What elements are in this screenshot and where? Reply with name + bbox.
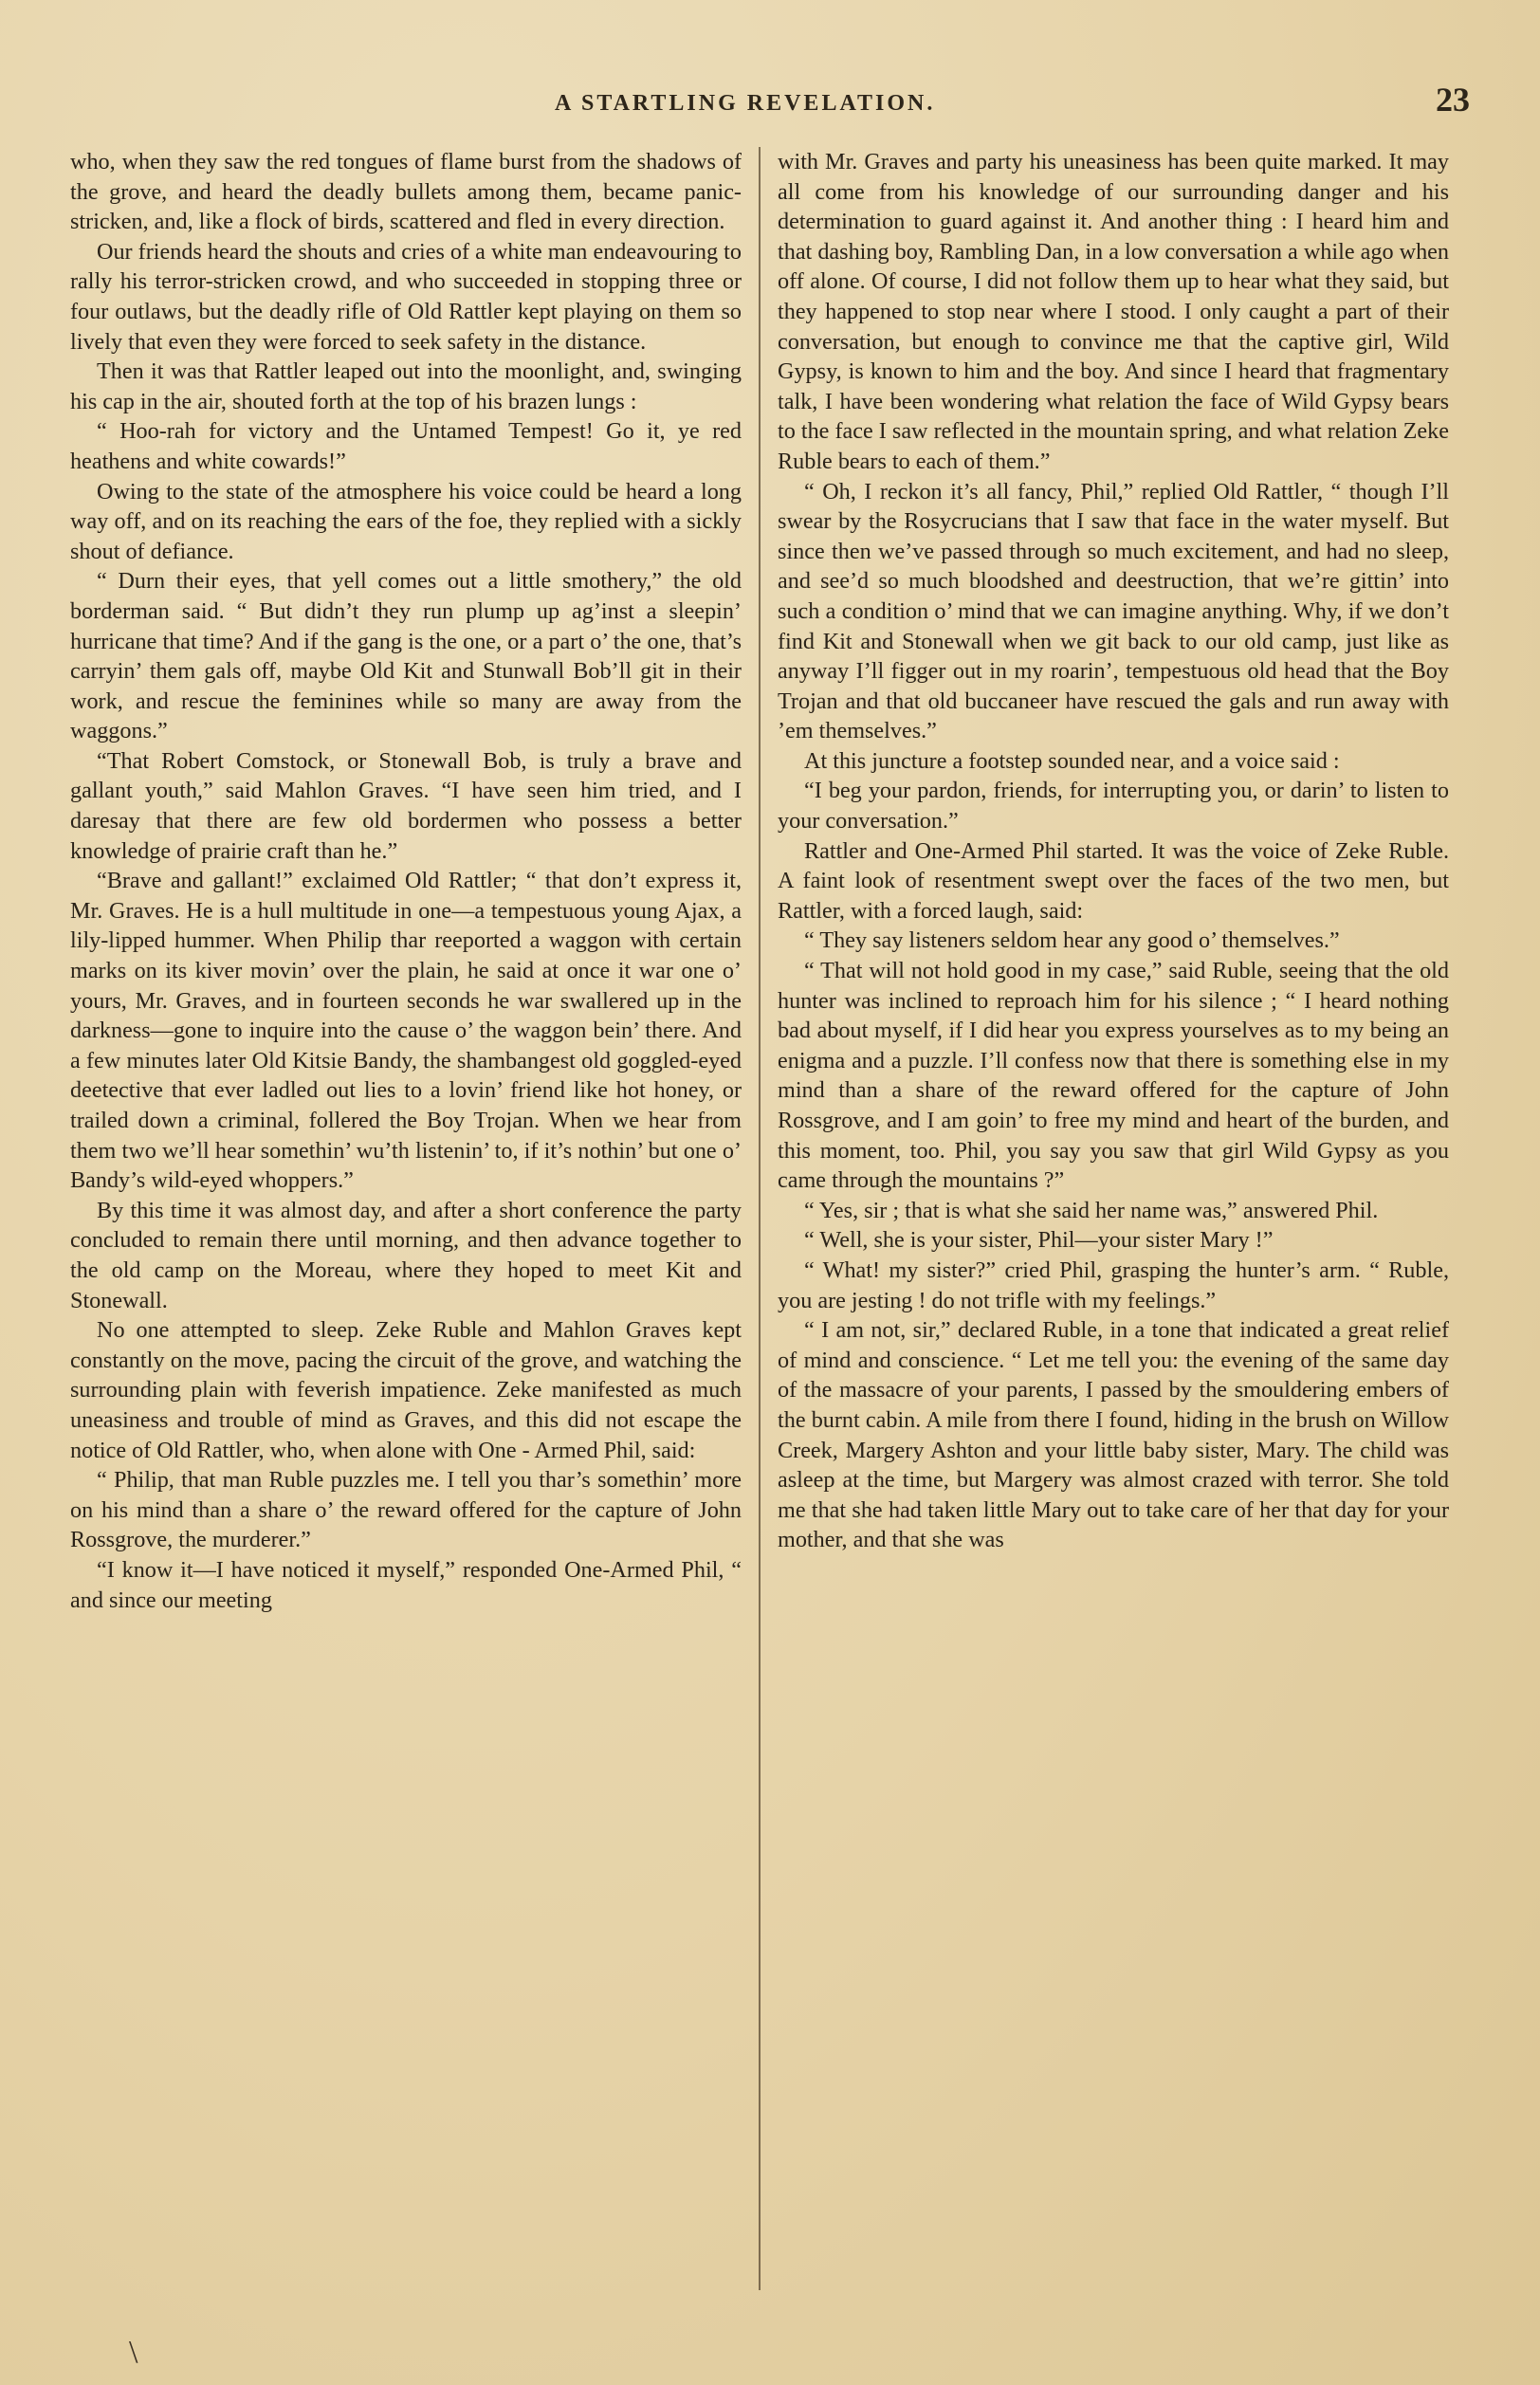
paragraph: No one attempted to sleep. Zeke Ruble and Mahlon Graves kept constantly on the move, pacing the circuit of the grove, and watching the surrounding plain with feverish impatience. Zeke manifested as much uneasiness and trouble of mind as Graves, and this did not escape the notice of Old Rattler, who, when alone with One - Armed Phil, said: [70,1317,742,1463]
page-header [66,76,1470,123]
paragraph: “ Durn their eyes, that yell comes out a little smothery,” the old borderman said. “ But didn’t they run plump up ag’inst a sleepin’ hurricane that time? And if the gang is the one, or a part o’ the one, that’s carryin’ them gals off, maybe Old Kit and Stunwall Bob’ll git in their work, and rescue the feminines while so many are away from the waggons.” [70,568,742,744]
paragraph: “ They say listeners seldom hear any good o’ themselves.” [804,927,1340,954]
paragraph: with Mr. Graves and party his uneasiness has been quite marked. It may all come from his knowledge of our surrounding danger and his determination to guard against it. And another thing : I heard him and that dashing boy, Rambling Dan, in a low conversation a while ago when off alone. Of course, I did not follow them up to hear what they said, but they happened to stop near where I stood. I only caught a part of their conversation, but enough to convince me that the captive girl, Wild Gypsy, is known to him and the boy. And since I heard that fragmentary talk, I have been wondering what relation the face of Wild Gypsy bears to the face I saw reflected in the mountain spring, and what relation Zeke Ruble bears to each of them.” [778,149,1449,474]
paragraph: “I know it—I have noticed it myself,” responded One-Armed Phil, “ and since our meeting [70,1556,742,1613]
paragraph: “ Hoo-rah for victory and the Untamed Tempest! Go it, ye red heathens and white cowards!” [70,418,742,474]
paragraph: By this time it was almost day, and after a short conference the party concluded to remain there until morning, and then advance together to the old camp on the Moreau, where they hoped to meet Kit and Stonewall. [70,1197,742,1313]
running-title: A STARTLING REVELATION. [555,91,936,116]
paragraph: Owing to the state of the atmosphere his voice could be heard a long way off, and on its reaching the ears of the foe, they replied with a sickly shout of defiance. [70,478,742,564]
paragraph: “ What! my sister?” cried Phil, grasping the hunter’s arm. “ Ruble, you are jesting ! do not trifle with my feelings.” [778,1257,1449,1313]
text-columns [70,147,1470,2290]
paragraph: “ Well, she is your sister, Phil—your sister Mary !” [804,1227,1274,1254]
column-rule [759,147,761,2290]
paragraph: who, when they saw the red tongues of flame burst from the shadows of the grove, and heard the deadly bullets among them, became panic-stricken, and, like a flock of birds, scattered and fled in every direction. [70,149,742,235]
paragraph: “Brave and gallant!” exclaimed Old Rattler; “ that don’t express it, Mr. Graves. He is a hull multitude in one—a tempestuous young Ajax, a lily-lipped hummer. When Philip thar reeported a waggon with certain marks on its kiver movin’ over the plain, he said at once it war one o’ yours, Mr. Graves, and in fourteen seconds he war swallered up in the darkness—gone to inquire into the cause o’ the waggon bein’ there. And a few minutes later Old Kitsie Bandy, the shambangest old goggled-eyed deetective that ever ladled out lies to a lovin’ friend like hot honey, or trailed down a criminal, follered the Boy Trojan. When we hear from them two we’ll hear somethin’ wu’th listenin’ to, if it’s nothin’ but one o’ Bandy’s wild-eyed whoppers.” [70,868,742,1194]
left-column [70,147,742,2290]
paragraph: “ Yes, sir ; that is what she said her name was,” answered Phil. [804,1197,1379,1223]
stray-mark: \ [129,2335,138,2370]
paragraph: Then it was that Rattler leaped out into the moonlight, and, swinging his cap in the air, shouted forth at the top of his brazen lungs : [70,358,742,414]
paragraph: “ Oh, I reckon it’s all fancy, Phil,” replied Old Rattler, “ though I’ll swear by the Rosycrucians that I saw that face in the water myself. But since then we’ve passed through so much excitement, and had no sleep, and see’d so much bloodshed and deestruction, that we’re gittin’ into such a condition o’ mind that we can imagine anything. Why, if we don’t find Kit and Stonewall when we git back to our old camp, just like as anyway I’ll figger out in my roarin’, tempestuous old head that the Boy Trojan and that old buccaneer have rescued the gals and run away with ’em themselves.” [778,478,1449,744]
paragraph: Our friends heard the shouts and cries of a white man endeavouring to rally his terror-stricken crowd, and who succeeded in stopping three or four outlaws, but the deadly rifle of Old Rattler kept playing on them so lively that even they were forced to seek safety in the distance. [70,238,742,355]
paragraph: “ That will not hold good in my case,” said Ruble, seeing that the old hunter was inclined to reproach him for his silence ; “ I heard nothing bad about myself, if I did hear you express yourselves as to my being an enigma and a puzzle. I’ll confess now that there is something else in my mind than a share of the reward offered for the capture of John Rossgrove, and I am goin’ to free my mind and heart of the burden, and this moment, too. Phil, you say you saw that girl Wild Gypsy as you came through the mountains ?” [778,958,1449,1194]
paragraph: At this juncture a footstep sounded near, and a voice said : [804,747,1340,774]
paragraph: “That Robert Comstock, or Stonewall Bob, is truly a brave and gallant youth,” said Mahlon Graves. “I have seen him tried, and I daresay that there are few old bordermen who possess a better knowledge of prairie craft than he.” [70,747,742,864]
paragraph: “ Philip, that man Ruble puzzles me. I tell you thar’s somethin’ more on his mind than a share o’ the reward offered for the capture of John Rossgrove, the murderer.” [70,1467,742,1553]
right-column [778,147,1449,2290]
page-number: 23 [1436,81,1470,119]
paragraph: “ I am not, sir,” declared Ruble, in a tone that indicated a great relief of mind and conscience. “ Let me tell you: the evening of the same day of the massacre of your parents, I passed by the smouldering embers of the burnt cabin. A mile from there I found, hiding in the brush on Willow Creek, Margery Ashton and your little baby sister, Mary. The child was asleep at the time, but Margery was almost crazed with terror. She told me that she had taken little Mary out to take care of her that day for your mother, and that she was [778,1317,1449,1553]
paragraph: Rattler and One-Armed Phil started. It was the voice of Zeke Ruble. A faint look of resentment swept over the faces of the two men, but Rattler, with a forced laugh, said: [778,837,1449,924]
paragraph: “I beg your pardon, friends, for interrupting you, or darin’ to listen to your conversation.” [778,778,1449,835]
